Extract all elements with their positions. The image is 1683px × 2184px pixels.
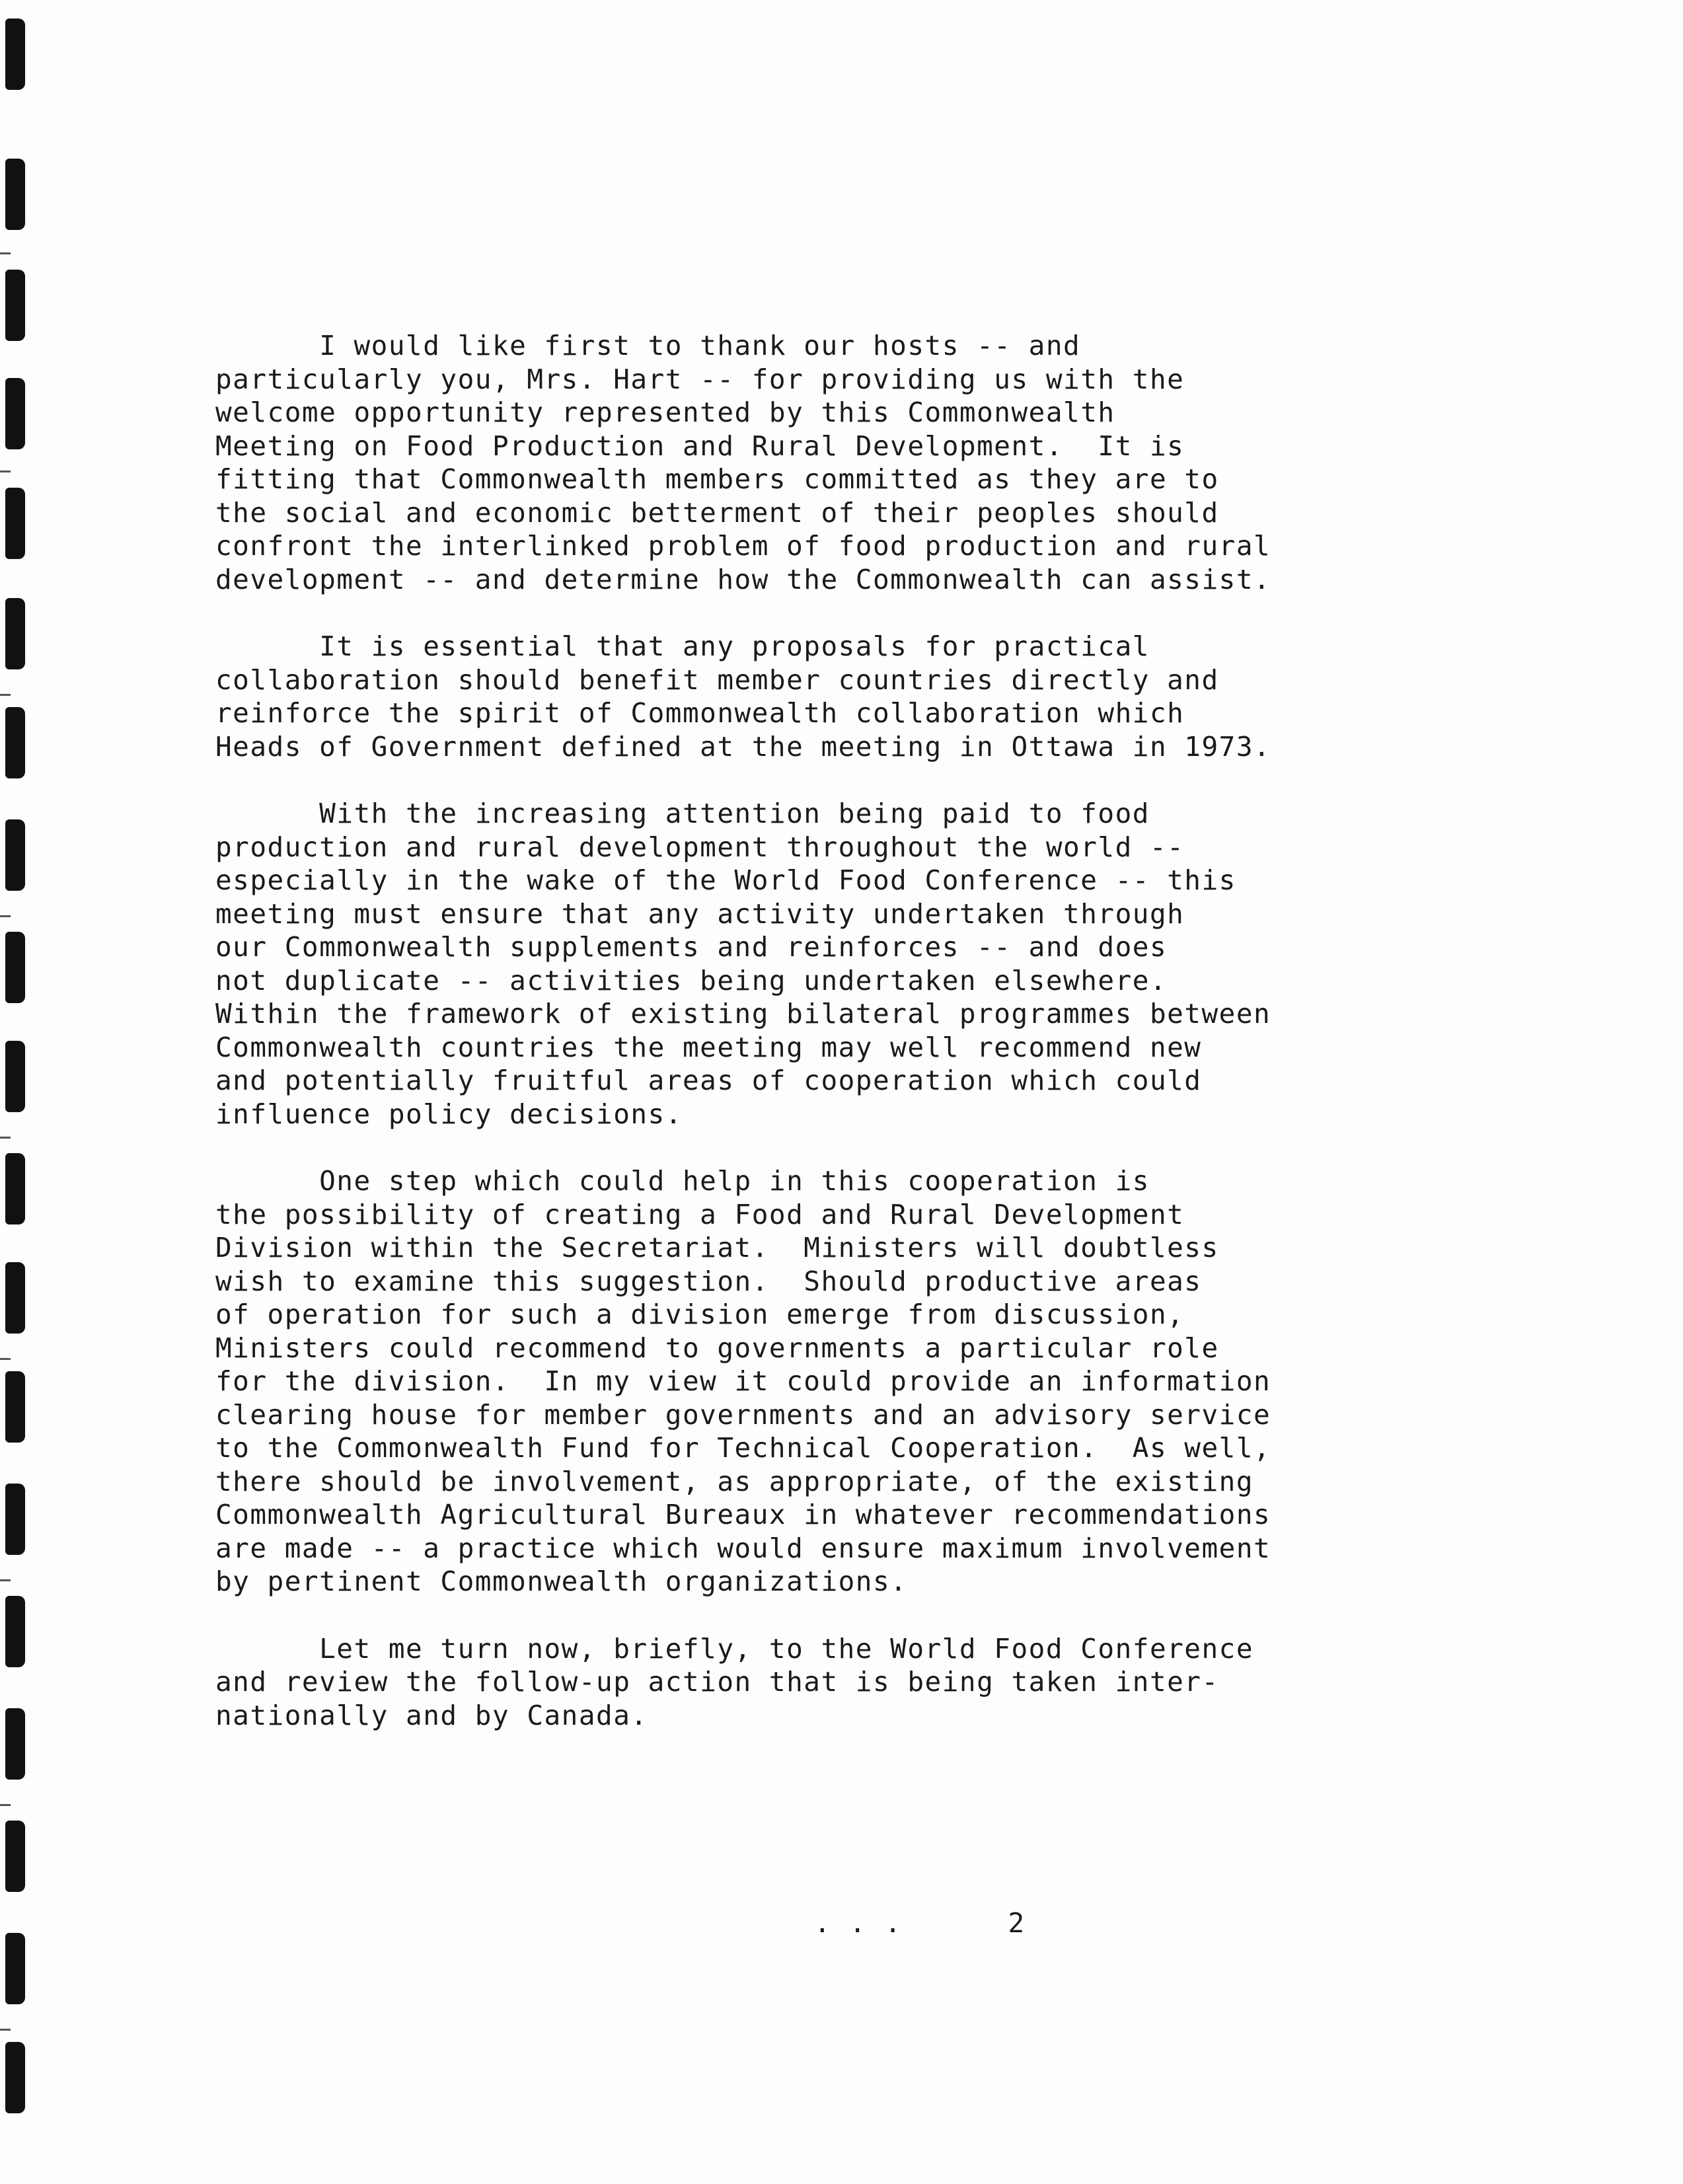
text-line: there should be involvement, as appropriate, of the existing [215,1465,1254,1497]
text-line: are made -- a practice which would ensure maximum involvement [215,1532,1271,1564]
text-line: Commonwealth countries the meeting may well recommend new [215,1031,1202,1063]
binder-punch-mark [5,159,25,230]
margin-tick [0,1358,11,1360]
paragraph-5 [215,1632,1471,1733]
document-body [215,329,1471,1766]
text-line: nationally and by Canada. [215,1699,648,1731]
page-footer [814,1907,1026,1939]
margin-tick [0,694,11,696]
text-line: our Commonwealth supplements and reinforces -- and does [215,931,1168,963]
paragraph-1 [215,329,1471,596]
text-line: Division within the Secretariat. Ministers will doubtless [215,1232,1219,1263]
binder-punch-mark [5,1371,25,1443]
text-line: the social and economic betterment of their peoples should [215,496,1219,529]
text-line: Ministers could recommend to governments a particular role [215,1332,1219,1364]
text-line: It is essential that any proposals for practical [215,630,1150,662]
text-line: Let me turn now, briefly, to the World Food Conference [215,1632,1254,1665]
text-line: for the division. In my view it could provide an information [215,1365,1271,1397]
next-page-number: 2 [1008,1907,1026,1939]
margin-tick [0,1137,11,1139]
text-line: Heads of Government defined at the meeting in Ottawa in 1973. [215,730,1271,763]
binder-punch-mark [5,1933,25,2004]
text-line: of operation for such a division emerge from discussion, [215,1299,1185,1330]
binder-punch-mark [5,2042,25,2113]
binder-punch-mark [5,1821,25,1892]
margin-tick [0,1579,11,1581]
binder-punch-mark [5,1484,25,1555]
text-line: fitting that Commonwealth members committed as they are to [215,463,1219,495]
margin-tick [0,1804,11,1806]
text-line: collaboration should benefit member countries directly and [215,663,1219,696]
continuation-dots: . . . [814,1907,903,1939]
text-line: by pertinent Commonwealth organizations. [215,1565,908,1597]
text-line: to the Commonwealth Fund for Technical Cooperation. As well, [215,1432,1271,1464]
text-line: meeting must ensure that any activity undertaken through [215,897,1185,930]
binder-punch-mark [5,932,25,1003]
text-line: welcome opportunity represented by this Commonwealth [215,396,1115,428]
paragraph-4 [215,1164,1471,1599]
paragraph-2 [215,630,1471,763]
paragraph-3 [215,797,1471,1131]
margin-tick [0,2029,11,2031]
text-line: not duplicate -- activities being undertaken elsewhere. [215,964,1168,997]
text-line: particularly you, Mrs. Hart -- for providing us with the [215,363,1185,395]
text-line: the possibility of creating a Food and Rural Development [215,1198,1185,1230]
binder-punch-mark [5,598,25,669]
binder-punch-mark [5,1041,25,1112]
text-line: development -- and determine how the Commonwealth can assist. [215,563,1271,595]
text-line: and potentially fruitful areas of cooperation which could [215,1065,1202,1096]
margin-tick [0,915,11,917]
binder-punch-mark [5,488,25,559]
binder-punch-mark [5,19,25,90]
text-line: One step which could help in this cooperation is [215,1165,1150,1197]
binder-punch-mark [5,1708,25,1780]
binder-punch-mark [5,1153,25,1224]
margin-tick [0,471,11,472]
text-line: wish to examine this suggestion. Should productive areas [215,1265,1202,1297]
text-line: Commonwealth Agricultural Bureaux in whatever recommendations [215,1499,1271,1530]
text-line: With the increasing attention being paid to food [215,798,1150,829]
text-line: Meeting on Food Production and Rural Development. It is [215,430,1185,462]
binder-punch-mark [5,1262,25,1334]
margin-tick [0,252,11,254]
text-line: especially in the wake of the World Food Conference -- this [215,864,1236,896]
text-line: I would like first to thank our hosts -- and [215,330,1081,361]
text-line: confront the interlinked problem of food production and rural [215,530,1271,562]
binder-punch-mark [5,819,25,891]
binder-punch-mark [5,270,25,341]
binder-punch-mark [5,1596,25,1667]
text-line: Within the framework of existing bilateral programmes between [215,998,1271,1030]
text-line: clearing house for member governments and an advisory service [215,1398,1271,1431]
binder-punch-mark [5,707,25,778]
text-line: reinforce the spirit of Commonwealth collaboration which [215,697,1185,729]
text-line: production and rural development throughout the world -- [215,831,1185,863]
binder-punch-mark [5,378,25,449]
text-line: influence policy decisions. [215,1098,683,1130]
text-line: and review the follow-up action that is being taken inter- [215,1666,1219,1698]
